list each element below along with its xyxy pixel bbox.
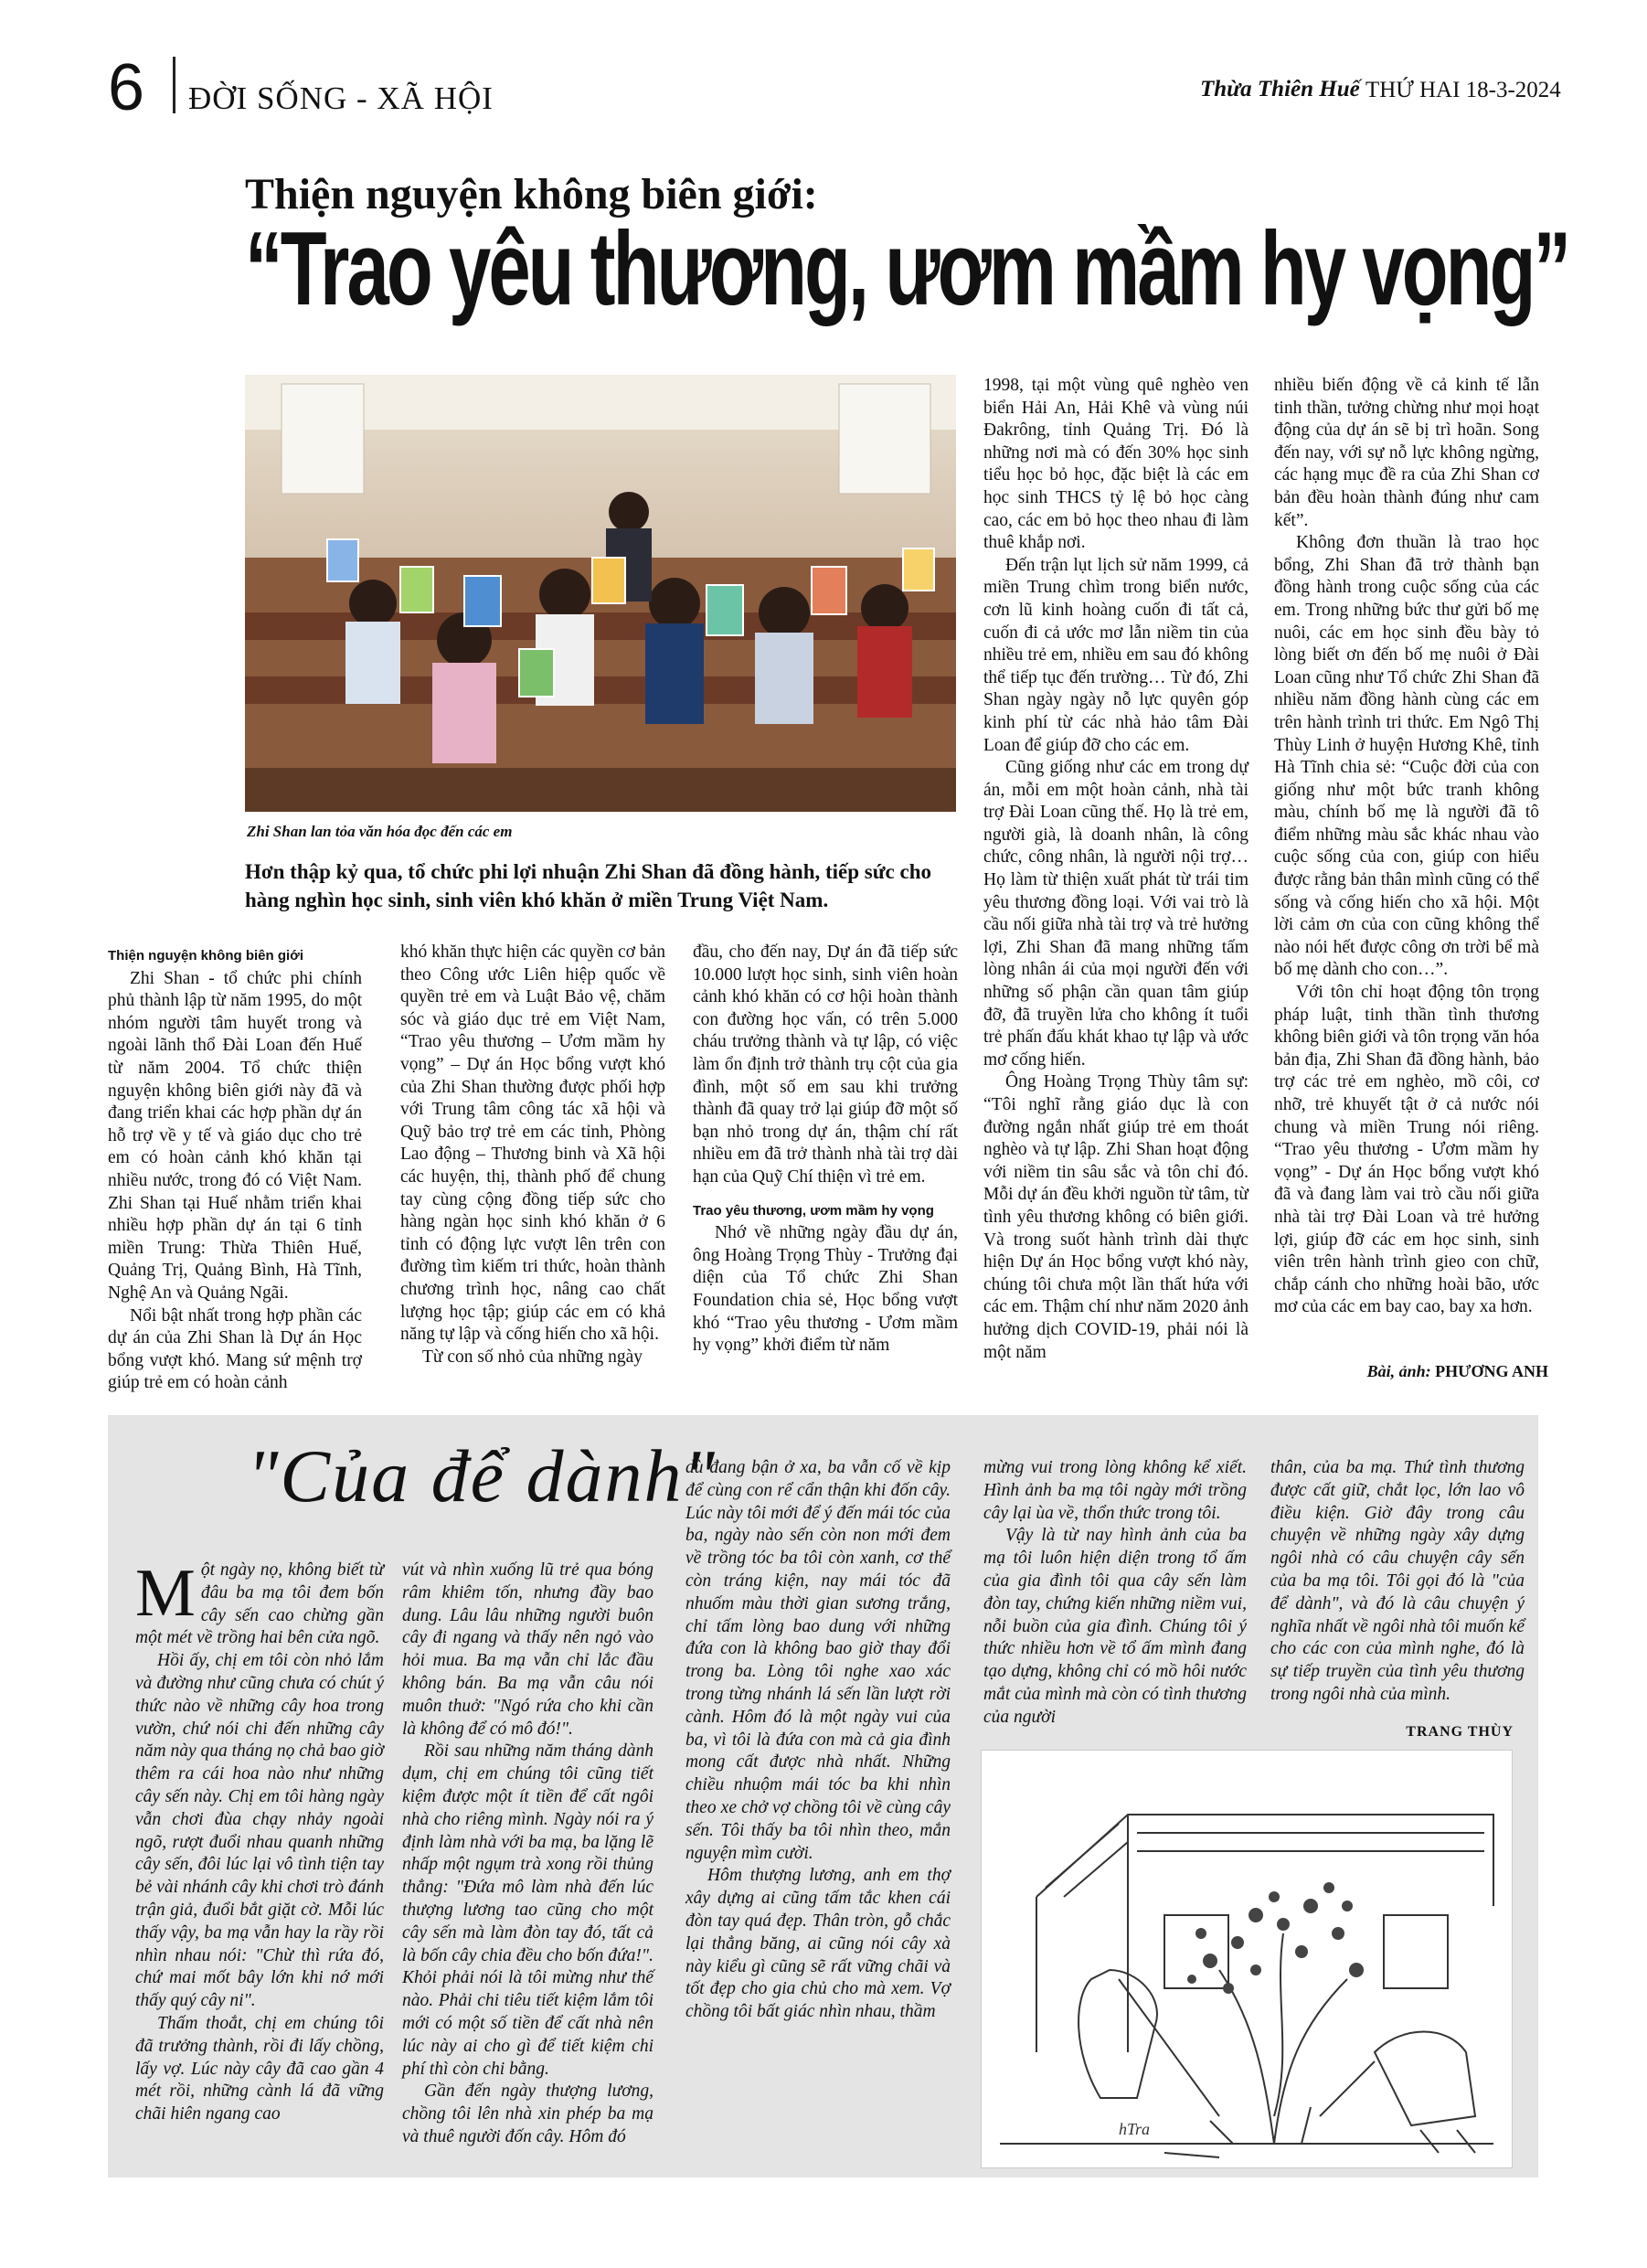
article-column-5	[1274, 375, 1539, 1319]
subheading: Trao yêu thương, ươm mầm hy vọng	[693, 1202, 934, 1219]
paragraph: Nổi bật nhất trong hợp phần các dự án của Zhi Shan là Dự án Học bổng vượt khó. Mang sứ mệnh trợ giúp trẻ em có hoàn cảnh	[108, 1305, 362, 1393]
paragraph: mừng vui trong lòng không kể xiết. Hình ảnh ba mạ tôi ngày mới trồng cây lại ùa về, thổn thức trong tôi.	[983, 1458, 1247, 1523]
drop-cap: M	[135, 1556, 196, 1631]
article-column-3	[693, 942, 958, 1358]
paragraph: Thấm thoắt, chị em chúng tôi đã trưởng thành, rồi đi lấy chồng, lấy vợ. Lúc này cây đã cao gần 4 mét rồi, những cành lá đã vững chãi hiên ngang cao	[135, 2013, 384, 2124]
paragraph: Ông Hoàng Trọng Thùy tâm sự: “Tôi nghĩ rằng giáo dục là con đường ngắn nhất giúp trẻ em thoát nghèo và tự lập. Zhi Shan hoạt động với niềm tin sâu sắc và tôn chỉ đó. Mỗi dự án đều khởi nguồn từ tâm, từ tình yêu thương không có biên giới. Và trong suốt hành trình dài thực hiện Dự án Học bổng vượt khó này, chúng tôi chưa một lần thất hứa với các em. Thậm chí như năm 2020 ảnh hưởng dịch COVID-19, phải nói là một năm	[983, 1072, 1249, 1362]
paragraph: ột ngày nọ, không biết từ đâu ba mạ tôi đem bốn cây sến cao chừng gần một mét về trồng hai bên cửa ngõ.	[135, 1560, 384, 1648]
paragraph: Vậy là từ nay hình ảnh của ba mạ tôi luôn hiện diện trong tổ ấm của gia đình tôi qua cây sến làm đòn tay, chứng kiến những niềm vui, nỗi buồn của gia đình. Chúng tôi ý thức nhiều hơn về tổ ấm mình đang tạo dựng, không chỉ có mồ hôi nước mắt của mình mà còn có tình thương của người	[983, 1526, 1247, 1727]
paragraph: Zhi Shan - tổ chức phi chính phủ thành lập từ năm 1995, do một nhóm người tâm huyết trong và ngoài lãnh thổ Đài Loan đến Huế từ năm 2004. Tổ chức thiện nguyện không biên giới này đã và đang triển khai các hợp phần dự án hỗ trợ về y tế và giáo dục cho trẻ em có hoàn cảnh khó khăn tại nhiều nước, trong đó có Việt Nam. Zhi Shan tại Huế nhằm triển khai nhiều hợp phần dự án tại 6 tỉnh miền Trung: Thừa Thiên Huế, Quảng Trị, Quảng Bình, Hà Tĩnh, Nghệ An và Quảng Ngãi.	[108, 968, 362, 1303]
paragraph: đầu, cho đến nay, Dự án đã tiếp sức 10.000 lượt học sinh, sinh viên hoàn cảnh khó khăn có cơ hội hoàn thành con đường học vấn, có trên 5.000 cháu trưởng thành và tự lập, có việc làm ổn định trở thành trụ cột của gia đình, một số em sau khi trưởng thành đã quay trở lại giúp đỡ một số bạn nhỏ trong dự án, thậm chí rất nhiều em đã trở thành nhà tài trợ dài hạn của Quỹ Chí thiện vì trẻ em.	[693, 942, 958, 1187]
article-column-1	[108, 945, 362, 1395]
article-column-4	[983, 375, 1249, 1364]
paragraph: vút và nhìn xuống lũ trẻ qua bóng râm khiêm tốn, nhưng đầy bao dung. Lâu lâu những người buôn cây đi ngang và thấy nên ngỏ vào hỏi mua. Ba mạ vẫn chỉ lắc đầu không bán. Ba mạ vẫn câu nói muôn thuở: "Ngó rứa cho khi cần là không để có mô đó!".	[402, 1560, 653, 1739]
page-number: 6	[108, 51, 145, 124]
feature-column-4	[983, 1457, 1247, 1730]
section-title: ĐỜI SỐNG - XÃ HỘI	[188, 80, 494, 116]
article-photo	[245, 375, 956, 812]
photo-caption: Zhi Shan lan tỏa văn hóa đọc đến các em	[247, 823, 513, 840]
paragraph: Hôm thượng lương, anh em thợ xây dựng ai cũng tấm tắc khen cái đòn tay quá đẹp. Thân tròn, gỗ chắc lại thẳng băng, ai cũng nói cây xà này kiểu gì cũng sẽ rất vững chãi và tốt đẹp cho gia chủ cho mà xem. Vợ chồng tôi bất giác nhìn nhau, thầm	[685, 1866, 951, 2022]
byline	[1367, 1362, 1548, 1381]
illustration-sketch	[981, 1750, 1513, 2168]
header-divider	[173, 57, 175, 113]
byline-author: PHƯƠNG ANH	[1435, 1362, 1548, 1380]
paragraph: Từ con số nhỏ của những ngày	[422, 1347, 643, 1367]
article-column-2	[400, 942, 665, 1368]
byline-label: Bài, ảnh:	[1366, 1362, 1431, 1380]
feature-title: "Của để dành"	[247, 1434, 717, 1517]
paragraph: nhiều biến động về cả kinh tế lẫn tinh thần, tưởng chừng như mọi hoạt động của dự án sẽ bị trì hoãn. Song đến nay, với sự nỗ lực không ngừng, các hạng mục đề ra của Zhi Shan cơ bản đều hoàn thành đúng như cam kết”.	[1274, 376, 1539, 530]
paragraph: Hồi ấy, chị em tôi còn nhỏ lắm và đường như cũng chưa có chút ý thức nào về những cây hoa trong vườn, chứ nói chi đến những cây năm này qua tháng nọ chả bao giờ thêm ra cái hoa nào như những cây sến này. Chị em tôi hàng ngày vẫn chơi đùa chạy nhảy ngoài ngõ, rượt đuổi nhau quanh những cây sến, đôi lúc lại vô tình tiện tay bẻ vài nhánh cây khi chơi trò đánh trận giả, đuổi bắt giặt cờ. Mỗi lúc thấy vậy, ba mạ vẫn hay la rầy rồi nhìn nhau nói: "Chừ thì rứa đó, chứ mai mốt bây lớn khi nớ mới thấy quý cây ni".	[135, 1651, 385, 2011]
feature-author: TRANG THÙY	[1406, 1724, 1514, 1740]
paragraph: khó khăn thực hiện các quyền cơ bản theo Công ước Liên hiệp quốc về quyền trẻ em và Luật Bảo vệ, chăm sóc và giáo dục trẻ em Việt Nam, “Trao yêu thương – Ươm mầm hy vọng” – Dự án Học bổng vượt khó của Zhi Shan thường được phối hợp với Trung tâm công tác xã hội và Quỹ bảo trợ trẻ em các tỉnh, Phòng Lao động – Thương binh và Xã hội các huyện, thị, thành phố để chung tay cùng cộng đồng tiếp sức cho hàng ngàn học sinh khó khăn ở 6 tỉnh có động lực vượt lên trên con đường tìm kiếm tri thức, hoàn thành chương trình học, nâng cao chất lượng học tập; giúp các em có khả năng tự lập và cống hiến cho xã hội.	[400, 942, 665, 1345]
article-headline: “Trao yêu thương, ươm mầm hy vọng”	[245, 211, 1569, 327]
paragraph: Đến trận lụt lịch sử năm 1999, cả miền Trung chìm trong biển nước, cơn lũ kinh hoàng cuốn đi tất cả, cuốn đi cả ước mơ lẫn niềm tin của nhiều trẻ em, nhiều em sau đó không thể tiếp tục đến trường… Từ đó, Zhi Shan ngày ngày nỗ lực quyên góp kinh phí từ các nhà hảo tâm Đài Loan để giúp đỡ cho các em.	[983, 555, 1249, 755]
issue-date: THỨ HAI 18-3-2024	[1365, 78, 1561, 102]
paragraph: Không đơn thuần là trao học bổng, Zhi Shan đã trở thành bạn đồng hành trong cuộc sống của các em. Trong những bức thư gửi bố mẹ nuôi, các em học sinh đều bày tỏ lòng biết ơn đến bố mẹ nuôi ở Đài Loan cũng như Tổ chức Zhi Shan đã nhiều năm đồng hành cùng các em trên hành trình tri thức. Em Ngô Thị Thùy Linh ở huyện Hương Khê, tỉnh Hà Tĩnh chia sẻ: “Cuộc đời của con giống như một bức tranh không màu, chính bố mẹ là người đã tô điểm những màu sắc khác nhau vào cuộc sống của con, giúp con hiểu được rằng bản thân mình cũng có thể sống và cống hiến cho xã hội. Một lời cảm ơn của con cũng không thể nào nói hết được công ơn trời bể mà bố mẹ dành cho con…”.	[1274, 533, 1540, 980]
paragraph: Gần đến ngày thượng lương, chồng tôi lên nhà xin phép ba mạ và thuê người đốn cây. Hôm đó	[402, 2082, 653, 2146]
feature-column-1	[135, 1556, 385, 2126]
paragraph: 1998, tại một vùng quê nghèo ven biển Hải An, Hải Khê và vùng núi Đakrông, tỉnh Quảng Trị. Đó là những nơi mà có đến 30% học sinh tiểu học bỏ học, đặc biệt là các em học sinh THCS tỷ lệ bỏ học càng cao, các em bỏ học theo nhau đi làm thuê khắp nơi.	[983, 376, 1249, 553]
paragraph: Rồi sau những năm tháng dành dụm, chị em chúng tôi cũng tiết kiệm được một ít tiền để cất ngôi nhà cho riêng mình. Ngày nói ra ý định làm nhà với ba mạ, ba lặng lẽ nhấp một ngụm trà xong rồi thủng thẳng: "Đứa mô làm nhà đến lúc thượng lương tao cũng cho một cây sến mà làm đòn tay đó, tất cả là bốn cây chia đều cho bốn đứa!". Khỏi phải nói là tôi mừng như thế nào. Phải chi tiêu tiết kiệm lắm tôi mới có một số tiền để cất nhà nên lúc này ai cho gì để tiết kiệm chi phí thì còn chi bằng.	[402, 1741, 653, 2079]
tree-planting-sketch	[982, 1751, 1512, 2167]
feature-column-5	[1270, 1457, 1525, 1707]
article-kicker: Thiện nguyện không biên giới:	[245, 170, 818, 218]
newspaper-name: Thừa Thiên Huế	[1200, 77, 1360, 101]
feature-column-2	[402, 1560, 653, 2149]
paragraph: Nhớ về những ngày đầu dự án, ông Hoàng Trọng Thùy - Trưởng đại diện của Tổ chức Zhi Shan Foundation chia sẻ, Học bổng vượt khó “Trao yêu thương - Ươm mầm hy vọng” khởi điểm từ năm	[693, 1223, 958, 1356]
photo-children-with-books	[245, 375, 956, 812]
paragraph: Cũng giống như các em trong dự án, mỗi em một hoàn cảnh, nhà tài trợ Đài Loan cũng thế. Họ là trẻ em, người già, là doanh nhân, là công chức, công nhân, là người nội trợ… Họ làm từ thiện xuất phát từ trái tim yêu thương đồng loại. Với vai trò là cầu nối giữa nhà tài trợ và trẻ hưởng lợi, Zhi Shan đã mang những tấm lòng nhân ái của mọi người đến với những số phận cần quan tâm giúp đỡ, đã truyền lửa cho không ít tuổi trẻ phấn đấu khát khao tự lập và ước mơ cống hiến.	[983, 758, 1249, 1070]
article-lead: Hơn thập kỷ qua, tổ chức phi lợi nhuận Zhi Shan đã đồng hành, tiếp sức cho hàng nghìn học sinh, sinh viên khó khăn ở miền Trung Việt Nam.	[245, 860, 932, 911]
feature-column-3	[685, 1457, 951, 2024]
paragraph: thân, của ba mạ. Thứ tình thương được cất giữ, chắt lọc, lớn lao vô điều kiện. Giờ đây trong câu chuyện về những ngày xây dựng ngôi nhà có câu chuyện cây sến của ba mạ tôi. Tôi gọi đó là "của để dành", và đó là câu chuyện ý nghĩa nhất về ngôi nhà tôi muốn kể cho các con của mình nghe, đó là sự tiếp truyền của tình yêu thương trong ngôi nhà của mình.	[1270, 1458, 1525, 1704]
sketch-signature: hTra	[1119, 2120, 1151, 2138]
paragraph: dù đang bận ở xa, ba vẫn cố về kịp để cùng con rể cẩn thận khi đốn cây. Lúc này tôi mới để ý đến mái tóc của ba, ngày nào sến còn non mới đem về trồng tóc ba tôi còn xanh, cơ thể còn tráng kiện, nay mái tóc đã nhuốm màu thời gian sương trắng, chỉ tấm lòng bao dung với những đứa con là không bao giờ thay đổi trong ba. Lòng tôi nghe xao xác trong từng nhánh lá sến lần lượt rời cành. Hôm đó là một ngày vui của ba, vì tôi là đứa con mà cả gia đình mong cất được nhà nhất. Những chiều nhuộm mái tóc ba khi nhìn theo xe chở vợ chồng tôi về cùng cây sến. Tôi thấy ba tôi nhìn theo, mắn nguyện mìm cười.	[685, 1458, 951, 1863]
paragraph: Với tôn chỉ hoạt động tôn trọng pháp luật, tinh thần tình thương không biên giới và tôn trọng văn hóa bản địa, Zhi Shan đã đồng hành, bảo trợ các trẻ em nghèo, mồ côi, cơ nhỡ, trẻ khuyết tật ở cả nước nói chung và miền Trung nói riêng. “Trao yêu thương - Ươm mầm hy vọng” - Dự án Học bổng vượt khó đã và đang làm vai trò cầu nối giữa nhà tài trợ Đài Loan và trẻ hưởng lợi, giúp đỡ các em học sinh, sinh viên trên hành trình gieo con chữ, chắp cánh cho những hoài bão, ước mơ của các em bay cao, bay xa hơn.	[1274, 983, 1539, 1317]
subheading: Thiện nguyện không biên giới	[108, 948, 303, 964]
